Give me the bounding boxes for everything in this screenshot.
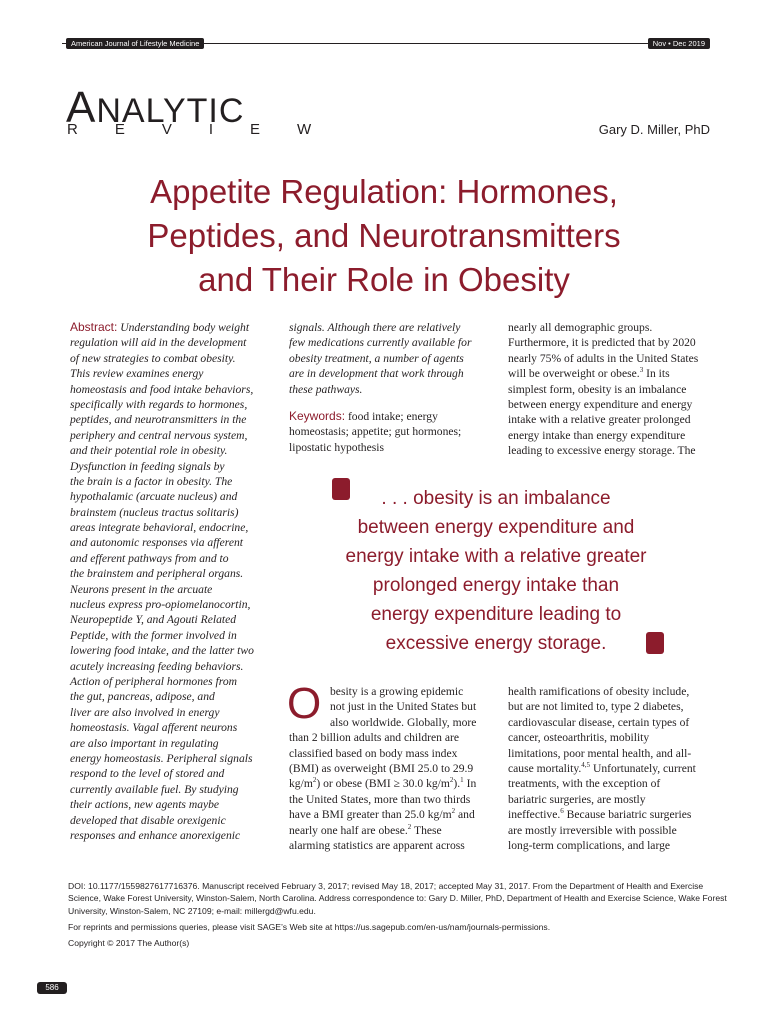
keywords-line: lipostatic hypothesis (289, 440, 384, 454)
text-line: than 2 billion adults and children are (289, 731, 459, 745)
abstract-line: energy homeostasis. Peripheral signals (70, 751, 253, 765)
text-line: simplest form, obesity is an imbalance (508, 382, 687, 396)
article-title (50, 170, 718, 302)
abstract-line: nucleus express pro-opiomelanocortin, (70, 598, 251, 612)
abstract-line: the gut, pancreas, adipose, and (70, 690, 215, 704)
abstract-line: Neuropeptide Y, and Agouti Related (70, 613, 237, 627)
text-line: leading to excessive energy storage. The (508, 444, 696, 458)
body-column-2 (287, 679, 494, 853)
abstract-line: areas integrate behavioral, endocrine, (70, 521, 249, 535)
text-line: have a BMI greater than 25.0 $kg/m^2$ and (289, 807, 475, 822)
abstract-line: developed that disable orexigenic (70, 813, 226, 827)
text-line: treatments, with the exception of (508, 777, 661, 791)
abstract-line: currently available fuel. By studying (70, 782, 239, 796)
text-line: are mostly irreversible with possible (508, 823, 677, 837)
text-line: nearly one half are obese.$^2$ These (289, 822, 442, 837)
text-line: cause mortality.$^{4,5}$ Unfortunately, current (508, 761, 696, 775)
text-line: alarming statistics are apparent across (289, 838, 465, 852)
keywords-label: Keywords: (289, 408, 346, 423)
text-line: intake with a relative greater prolonged (508, 413, 691, 427)
text-line: besity is a growing epidemic (330, 685, 464, 698)
article-footer (68, 880, 727, 949)
abstract-line: lowering food intake, and the latter two (70, 644, 254, 658)
author-name: Gary D. Miller, PhD (598, 122, 710, 137)
pull-quote-line: energy intake with a relative greater (345, 546, 647, 567)
journal-name: American Journal of Lifestyle Medicine (66, 38, 204, 49)
drop-cap: O (287, 679, 322, 728)
abstract-line: regulation will aid in the development (70, 336, 247, 350)
pull-quote-line: . . . obesity is an imbalance (381, 488, 611, 509)
text-line: will be overweight or obese.$^3$ In its (508, 366, 670, 381)
abstract-line: few medications currently available for (289, 336, 472, 350)
text-line: Furthermore, it is predicted that by 2020 (508, 336, 696, 350)
abstract-line: obesity treatment, a number of agents (289, 351, 464, 365)
abstract-line: Neurons present in the arcuate (70, 582, 213, 596)
abstract-line: and autonomic responses via afferent (70, 536, 244, 550)
title-line: Appetite Regulation: Hormones, (150, 173, 618, 210)
keywords-line: homeostasis; appetite; gut hormones; (289, 425, 462, 439)
text-line: (BMI) as overweight (BMI 25.0 to 29.9 (289, 761, 474, 775)
correspondence-line: University, Winston-Salem, NC 27109; e-mail: millergd@wfu.edu. (68, 905, 316, 916)
abstract-line: of new strategies to combat obesity. (70, 351, 236, 365)
page-number: 586 (37, 982, 67, 994)
pull-quote (296, 484, 696, 658)
abstract-line: the brain is a factor in obesity. The (70, 474, 233, 488)
text-line: energy intake than energy expenditure (508, 428, 686, 442)
title-line: Peptides, and Neurotransmitters (147, 217, 621, 254)
abstract-line: are also important in regulating (70, 736, 219, 750)
text-line: nearly 75% of adults in the United States (508, 351, 699, 365)
abstract-line: liver are also involved in energy (70, 705, 220, 719)
abstract-line: the brainstem and peripheral organs. (70, 567, 244, 581)
abstract-line: and efferent pathways from and to (70, 551, 229, 565)
abstract-line: Action of peripheral hormones from (70, 674, 238, 688)
issue-date: Nov • Dec 2019 (648, 38, 710, 49)
intro-column-3-top (508, 320, 718, 459)
text-line: cardiovascular disease, certain types of (508, 715, 690, 729)
abstract-column-2 (289, 320, 489, 455)
abstract-label: Abstract: (70, 320, 118, 334)
abstract-line: hypothalamic (arcuate nucleus) and (70, 490, 238, 504)
text-line: between energy expenditure and energy (508, 397, 693, 411)
text-line: ineffective.$^6$ Because bariatric surgeries (508, 807, 692, 822)
abstract-line: respond to the level of stored and (70, 767, 225, 781)
abstract-line: specifically with regards to hormones, (70, 397, 248, 411)
abstract-line: homeostasis and food intake behaviors, (70, 382, 254, 396)
abstract-line: acutely increasing feeding behaviors. (70, 659, 244, 673)
permissions-line: For reprints and permissions queries, please visit SAGE’s Web site at https://us.sagepub.com/en-us/nam/journals-permissions. (68, 921, 551, 932)
copyright-line: Copyright © 2017 The Author(s) (68, 938, 190, 949)
pull-quote-line: between energy expenditure and (357, 517, 635, 538)
abstract-line: homeostasis. Vagal afferent neurons (70, 721, 238, 735)
abstract-line: brainstem (nucleus tractus solitaris) (70, 505, 239, 519)
doi-line: DOI: 10.1177/1559827617716376. Manuscript received February 3, 2017; revised May 18, 2017; accepted May 31, 2017. From the Department of Health and Exercise (68, 881, 704, 891)
body-column-3 (508, 684, 718, 853)
section-label-analytic: ANALYTIC (66, 83, 245, 132)
text-line: but are not limited to, type 2 diabetes, (508, 700, 684, 714)
text-line: bariatric surgeries, are mostly (508, 792, 646, 806)
section-label-review: REVIEW (67, 121, 349, 138)
text-line: cancer, osteoarthritis, mobility (508, 731, 650, 745)
pull-quote-line: excessive energy storage. (385, 633, 607, 654)
abstract-line: Dysfunction in feeding signals by (70, 459, 225, 473)
abstract-text: Understanding body weight (120, 321, 250, 334)
title-line: and Their Role in Obesity (198, 261, 570, 298)
abstract-line: their actions, new agents maybe (70, 798, 220, 812)
text-line: classified based on body mass index (289, 746, 458, 760)
abstract-column-1 (70, 320, 280, 843)
text-line: the United States, more than two thirds (289, 792, 471, 806)
close-quote-icon (646, 632, 664, 654)
text-line: nearly all demographic groups. (508, 321, 653, 334)
text-line: long-term complications, and large (508, 838, 671, 852)
abstract-line: This review examines energy (70, 367, 204, 381)
text-line: not just in the United States but (330, 700, 477, 714)
pull-quote-line: energy expenditure leading to (370, 604, 622, 625)
text-line: health ramifications of obesity include, (508, 685, 690, 698)
affiliation-line: Science, Wake Forest University, Winston-Salem, North Carolina. Address correspondence to: Gary D. Miller, PhD, Department of Health and Exercise Science, Wake Forest (68, 893, 727, 904)
abstract-line: are in development that work through (289, 367, 464, 381)
text-line: also worldwide. Globally, more (330, 715, 477, 729)
abstract-line: periphery and central nervous system, (70, 428, 248, 442)
abstract-line: peptides, and neurotransmitters in the (70, 413, 247, 427)
keywords: Keywords: food intake; energy (289, 408, 438, 423)
text-line: limitations, poor mental health, and all- (508, 746, 692, 760)
pull-quote-line: prolonged energy intake than (372, 575, 620, 596)
abstract-line: signals. Although there are relatively (289, 321, 461, 334)
abstract-line: and their potential role in obesity. (70, 444, 228, 458)
abstract-line: these pathways. (289, 382, 363, 396)
text-line: $kg/m^2$) or obese (BMI ≥ 30.0 $kg/m^2).^1$ In (289, 776, 477, 791)
abstract-line: Peptide, with the former involved in (70, 628, 237, 642)
abstract-line: responses and enhance anorexigenic (70, 828, 241, 842)
